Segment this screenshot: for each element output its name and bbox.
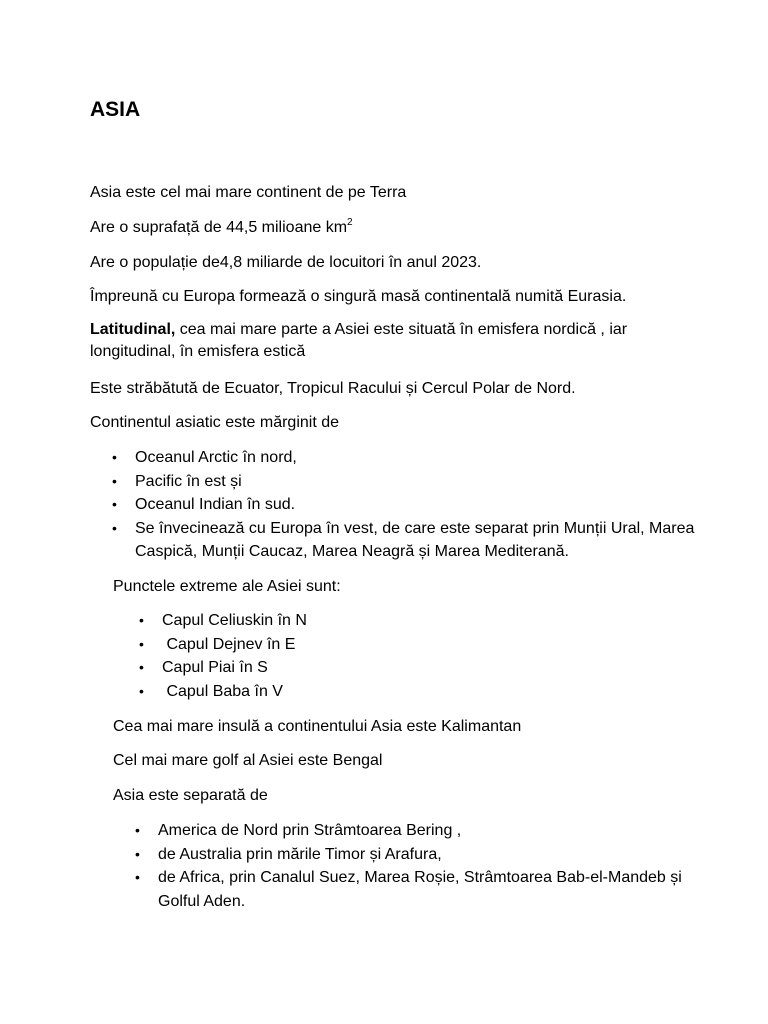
paragraph-eurasia: Împreună cu Europa formează o singură masă continentală numită Eurasia.: [90, 288, 627, 305]
list-item: [112, 493, 695, 517]
bullet-icon: •: [112, 519, 117, 536]
list-item-text: Capul Piai în S: [162, 659, 268, 677]
paragraph-crossed-lines: Este străbătută de Ecuator, Tropicul Racului și Cercul Polar de Nord.: [90, 380, 576, 397]
bullet-icon: •: [139, 612, 144, 628]
bullet-icon: •: [139, 682, 144, 699]
list-item: [135, 819, 698, 843]
list-item: [135, 866, 698, 913]
bullet-icon: •: [139, 659, 144, 676]
list-item-text: de Australia prin mările Timor și Arafura,: [158, 845, 442, 863]
paragraph-separated-heading: Asia este separată de: [113, 787, 268, 804]
paragraph-bordered-by: Continentul asiatic este mărginit de: [90, 414, 340, 431]
bullet-icon: •: [112, 472, 117, 489]
list-item: [139, 609, 562, 633]
document-title: ASIA: [90, 98, 141, 121]
bullet-icon: •: [139, 635, 144, 652]
paragraph-largest-island: Cea mai mare insulă a continentului Asia este Kalimantan: [113, 718, 522, 735]
list-item: [139, 633, 562, 657]
paragraph-largest-gulf: Cel mai mare golf al Asiei este Bengal: [113, 752, 383, 769]
list-item-text: America de Nord prin Strâmtoarea Bering ,: [158, 822, 462, 839]
bullet-icon: •: [135, 822, 140, 838]
bullet-icon: •: [135, 869, 140, 886]
list-item: [139, 680, 562, 704]
list-item-text: Capul Celiuskin în N: [162, 612, 307, 629]
list-item: [112, 446, 695, 470]
superscript-exponent: 2: [347, 217, 353, 228]
list-item-text: Oceanul Arctic în nord,: [135, 449, 297, 466]
separations-list: [135, 819, 698, 913]
bullet-icon: •: [135, 845, 140, 862]
list-item: [112, 517, 695, 564]
borders-list: [112, 446, 695, 564]
latitude-text: cea mai mare parte a Asiei este situată în emisfera nordică , iar longitudinal, în emisfera estică: [90, 321, 628, 360]
paragraph-extremes-heading: Punctele extreme ale Asiei sunt:: [113, 578, 341, 595]
surface-text: Are o suprafață de 44,5 milioane km: [90, 219, 348, 236]
list-item-text: Oceanul Indian în sud.: [135, 496, 296, 514]
list-item-text: Capul Dejnev în E: [162, 635, 296, 653]
bullet-icon: •: [112, 449, 117, 465]
latitude-bold-label: Latitudinal,: [90, 321, 176, 338]
list-item-text: Pacific în est și: [135, 472, 242, 490]
list-item: [112, 470, 695, 494]
paragraph-population: Are o populație de4,8 miliarde de locuitori în anul 2023.: [90, 254, 482, 271]
list-item-text: de Africa, prin Canalul Suez, Marea Roșie, Strâmtoarea Bab-el-Mandeb și Golful Aden.: [158, 869, 682, 910]
bullet-icon: •: [112, 496, 117, 513]
list-item: [139, 656, 562, 680]
paragraph-largest-continent: Asia este cel mai mare continent de pe Terra: [90, 184, 407, 201]
paragraph-surface: [90, 217, 353, 239]
list-item-text: Se învecinează cu Europa în vest, de care este separat prin Munții Ural, Marea Caspică, Munții Caucaz, Marea Neagră și Marea Mediterană.: [135, 519, 695, 561]
paragraph-latitude: [90, 319, 650, 363]
list-item-text: Capul Baba în V: [162, 682, 283, 700]
extremes-list: [139, 609, 562, 703]
list-item: [135, 843, 698, 867]
